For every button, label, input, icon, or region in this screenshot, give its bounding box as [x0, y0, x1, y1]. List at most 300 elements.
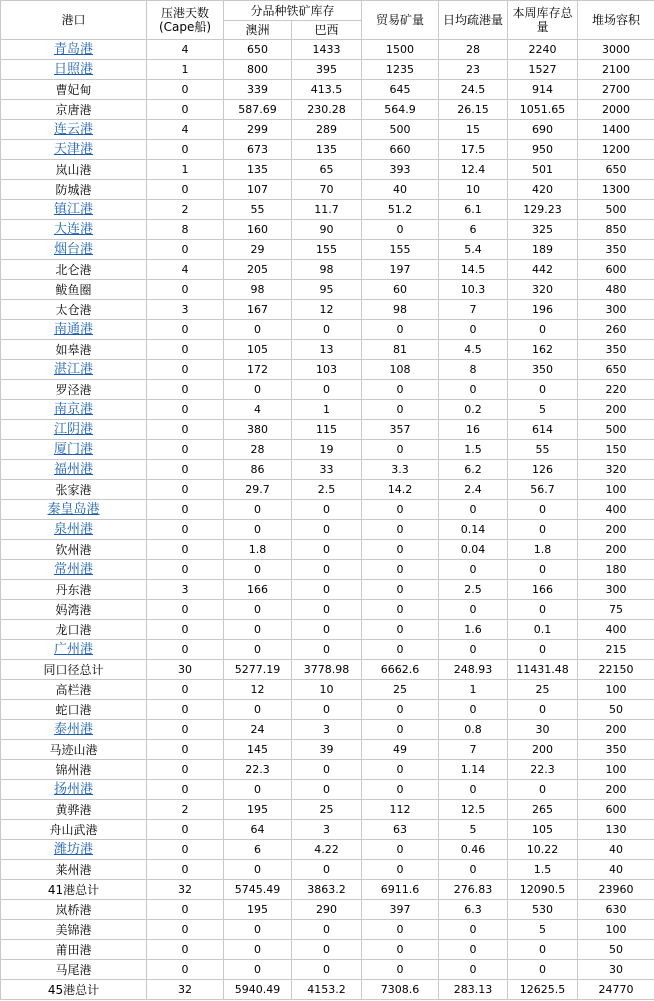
yard-capacity-cell: 500: [578, 200, 654, 220]
waiting-days-cell: 2: [147, 200, 224, 220]
weekly-inventory-cell: 12625.5: [508, 980, 578, 1000]
weekly-inventory-cell: 1.8: [508, 540, 578, 560]
port-cell: 41港总计: [1, 880, 147, 900]
header-trade-ore: 贸易矿量: [362, 1, 439, 40]
australia-cell: 4: [224, 400, 292, 420]
port-link[interactable]: 青岛港: [53, 42, 93, 57]
port-link[interactable]: 秦皇岛港: [47, 502, 100, 517]
australia-cell: 673: [224, 140, 292, 160]
waiting-days-cell: 0: [147, 420, 224, 440]
brazil-cell: 0: [292, 520, 362, 540]
port-cell[interactable]: [1, 240, 147, 260]
australia-cell: 195: [224, 800, 292, 820]
weekly-inventory-cell: 30: [508, 720, 578, 740]
port-cell[interactable]: [1, 720, 147, 740]
port-link[interactable]: 烟台港: [53, 242, 93, 257]
brazil-cell: 19: [292, 440, 362, 460]
yard-capacity-cell: 100: [578, 760, 654, 780]
yard-capacity-cell: 200: [578, 780, 654, 800]
australia-cell: 160: [224, 220, 292, 240]
trade-ore-cell: 25: [362, 680, 439, 700]
port-cell[interactable]: [1, 40, 147, 60]
brazil-cell: 1: [292, 400, 362, 420]
daily-throughput-cell: 7: [439, 300, 508, 320]
weekly-inventory-cell: 0: [508, 640, 578, 660]
brazil-cell: 98: [292, 260, 362, 280]
weekly-inventory-cell: 501: [508, 160, 578, 180]
australia-cell: 5277.19: [224, 660, 292, 680]
daily-throughput-cell: 0: [439, 640, 508, 660]
weekly-inventory-cell: 162: [508, 340, 578, 360]
daily-throughput-cell: 1.14: [439, 760, 508, 780]
port-cell: 鲅鱼圈: [1, 280, 147, 300]
australia-cell: 28: [224, 440, 292, 460]
australia-cell: 0: [224, 620, 292, 640]
yard-capacity-cell: 400: [578, 500, 654, 520]
trade-ore-cell: 0: [362, 760, 439, 780]
port-link[interactable]: 南通港: [53, 322, 93, 337]
brazil-cell: 0: [292, 560, 362, 580]
yard-capacity-cell: 215: [578, 640, 654, 660]
waiting-days-cell: 4: [147, 260, 224, 280]
table-row: [1, 740, 654, 760]
brazil-cell: 4153.2: [292, 980, 362, 1000]
brazil-cell: 10: [292, 680, 362, 700]
trade-ore-cell: 0: [362, 400, 439, 420]
waiting-days-cell: 0: [147, 820, 224, 840]
waiting-days-cell: 0: [147, 940, 224, 960]
yard-capacity-cell: 130: [578, 820, 654, 840]
header-weekly-inventory: 本周库存总量: [508, 1, 578, 40]
weekly-inventory-cell: 0.1: [508, 620, 578, 640]
yard-capacity-cell: 200: [578, 400, 654, 420]
trade-ore-cell: 0: [362, 560, 439, 580]
port-cell: 美锦港: [1, 920, 147, 940]
yard-capacity-cell: 300: [578, 300, 654, 320]
trade-ore-cell: 1235: [362, 60, 439, 80]
brazil-cell: 135: [292, 140, 362, 160]
port-link[interactable]: 湛江港: [53, 362, 93, 377]
yard-capacity-cell: 2100: [578, 60, 654, 80]
port-cell[interactable]: [1, 400, 147, 420]
weekly-inventory-cell: 2240: [508, 40, 578, 60]
port-cell[interactable]: [1, 320, 147, 340]
weekly-inventory-cell: 1.5: [508, 860, 578, 880]
trade-ore-cell: 0: [362, 840, 439, 860]
waiting-days-cell: 0: [147, 240, 224, 260]
weekly-inventory-cell: 0: [508, 500, 578, 520]
yard-capacity-cell: 650: [578, 160, 654, 180]
waiting-days-cell: 0: [147, 560, 224, 580]
port-cell[interactable]: [1, 220, 147, 240]
trade-ore-cell: 81: [362, 340, 439, 360]
brazil-cell: 289: [292, 120, 362, 140]
weekly-inventory-cell: 55: [508, 440, 578, 460]
yard-capacity-cell: 50: [578, 940, 654, 960]
port-link[interactable]: 南京港: [53, 402, 93, 417]
australia-cell: 29: [224, 240, 292, 260]
daily-throughput-cell: 10: [439, 180, 508, 200]
weekly-inventory-cell: 0: [508, 600, 578, 620]
waiting-days-cell: 3: [147, 300, 224, 320]
australia-cell: 5745.49: [224, 880, 292, 900]
table-header: [1, 1, 654, 40]
table-row: [1, 60, 654, 80]
table-row: [1, 100, 654, 120]
trade-ore-cell: 49: [362, 740, 439, 760]
australia-cell: 0: [224, 920, 292, 940]
brazil-cell: 0: [292, 940, 362, 960]
yard-capacity-cell: 400: [578, 620, 654, 640]
daily-throughput-cell: 12.4: [439, 160, 508, 180]
port-link[interactable]: 连云港: [53, 122, 93, 137]
port-link[interactable]: 日照港: [53, 62, 93, 77]
table-row: [1, 700, 654, 720]
trade-ore-cell: 0: [362, 620, 439, 640]
daily-throughput-cell: 6.3: [439, 900, 508, 920]
table-row: [1, 380, 654, 400]
waiting-days-cell: 0: [147, 780, 224, 800]
yard-capacity-cell: 40: [578, 860, 654, 880]
daily-throughput-cell: 0: [439, 560, 508, 580]
australia-cell: 587.69: [224, 100, 292, 120]
daily-throughput-cell: 28: [439, 40, 508, 60]
daily-throughput-cell: 10.3: [439, 280, 508, 300]
daily-throughput-cell: 0: [439, 600, 508, 620]
weekly-inventory-cell: 0: [508, 960, 578, 980]
daily-throughput-cell: 0: [439, 960, 508, 980]
table-body: [1, 40, 654, 1000]
table-row: [1, 400, 654, 420]
yard-capacity-cell: 150: [578, 440, 654, 460]
daily-throughput-cell: 6: [439, 220, 508, 240]
port-cell: 45港总计: [1, 980, 147, 1000]
waiting-days-cell: 0: [147, 840, 224, 860]
yard-capacity-cell: 200: [578, 520, 654, 540]
brazil-cell: 413.5: [292, 80, 362, 100]
trade-ore-cell: 51.2: [362, 200, 439, 220]
table-row: [1, 940, 654, 960]
port-link[interactable]: 潍坊港: [53, 842, 93, 857]
header-yard-capacity: 堆场容积: [578, 1, 654, 40]
port-cell: 马尾港: [1, 960, 147, 980]
yard-capacity-cell: 260: [578, 320, 654, 340]
australia-cell: 800: [224, 60, 292, 80]
port-cell[interactable]: [1, 420, 147, 440]
daily-throughput-cell: 276.83: [439, 880, 508, 900]
weekly-inventory-cell: 0: [508, 700, 578, 720]
port-link[interactable]: 扬州港: [53, 782, 93, 797]
australia-cell: 0: [224, 320, 292, 340]
waiting-days-cell: 0: [147, 480, 224, 500]
waiting-days-cell: 30: [147, 660, 224, 680]
port-cell: 龙口港: [1, 620, 147, 640]
trade-ore-cell: 357: [362, 420, 439, 440]
australia-cell: 0: [224, 780, 292, 800]
weekly-inventory-cell: 0: [508, 940, 578, 960]
daily-throughput-cell: 16: [439, 420, 508, 440]
table-row: [1, 620, 654, 640]
daily-throughput-cell: 6.1: [439, 200, 508, 220]
daily-throughput-cell: 6.2: [439, 460, 508, 480]
weekly-inventory-cell: 350: [508, 360, 578, 380]
waiting-days-cell: 32: [147, 880, 224, 900]
trade-ore-cell: 40: [362, 180, 439, 200]
weekly-inventory-cell: 166: [508, 580, 578, 600]
port-link[interactable]: 福州港: [53, 462, 93, 477]
weekly-inventory-cell: 1527: [508, 60, 578, 80]
weekly-inventory-cell: 530: [508, 900, 578, 920]
trade-ore-cell: 0: [362, 580, 439, 600]
daily-throughput-cell: 24.5: [439, 80, 508, 100]
waiting-days-cell: 0: [147, 620, 224, 640]
table-row: [1, 680, 654, 700]
waiting-days-cell: 0: [147, 640, 224, 660]
port-link[interactable]: 大连港: [53, 222, 93, 237]
brazil-cell: 65: [292, 160, 362, 180]
trade-ore-cell: 0: [362, 220, 439, 240]
table-row: [1, 660, 654, 680]
waiting-days-cell: 0: [147, 440, 224, 460]
australia-cell: 12: [224, 680, 292, 700]
australia-cell: 0: [224, 700, 292, 720]
yard-capacity-cell: 600: [578, 260, 654, 280]
port-cell: 如皋港: [1, 340, 147, 360]
yard-capacity-cell: 2000: [578, 100, 654, 120]
yard-capacity-cell: 40: [578, 840, 654, 860]
yard-capacity-cell: 350: [578, 240, 654, 260]
brazil-cell: 4.22: [292, 840, 362, 860]
port-cell[interactable]: [1, 120, 147, 140]
yard-capacity-cell: 23960: [578, 880, 654, 900]
port-cell: 同口径总计: [1, 660, 147, 680]
port-cell: 锦州港: [1, 760, 147, 780]
waiting-days-cell: 0: [147, 760, 224, 780]
weekly-inventory-cell: 105: [508, 820, 578, 840]
daily-throughput-cell: 14.5: [439, 260, 508, 280]
waiting-days-cell: 1: [147, 160, 224, 180]
port-cell[interactable]: [1, 440, 147, 460]
port-link[interactable]: 厦门港: [53, 442, 93, 457]
port-cell[interactable]: [1, 360, 147, 380]
port-cell[interactable]: [1, 780, 147, 800]
trade-ore-cell: 564.9: [362, 100, 439, 120]
daily-throughput-cell: 1.5: [439, 440, 508, 460]
port-cell: 蛇口港: [1, 700, 147, 720]
weekly-inventory-cell: 5: [508, 920, 578, 940]
table-row: [1, 340, 654, 360]
brazil-cell: 3863.2: [292, 880, 362, 900]
port-cell[interactable]: [1, 520, 147, 540]
yard-capacity-cell: 50: [578, 700, 654, 720]
yard-capacity-cell: 320: [578, 460, 654, 480]
brazil-cell: 0: [292, 780, 362, 800]
header-port: 港口: [1, 1, 147, 40]
port-cell[interactable]: [1, 500, 147, 520]
brazil-cell: 0: [292, 960, 362, 980]
port-cell: 莱州港: [1, 860, 147, 880]
weekly-inventory-cell: 914: [508, 80, 578, 100]
australia-cell: 1.8: [224, 540, 292, 560]
australia-cell: 0: [224, 860, 292, 880]
trade-ore-cell: 60: [362, 280, 439, 300]
weekly-inventory-cell: 0: [508, 380, 578, 400]
brazil-cell: 1433: [292, 40, 362, 60]
brazil-cell: 39: [292, 740, 362, 760]
trade-ore-cell: 0: [362, 520, 439, 540]
table-row: [1, 560, 654, 580]
daily-throughput-cell: 2.4: [439, 480, 508, 500]
trade-ore-cell: 112: [362, 800, 439, 820]
table-row: [1, 720, 654, 740]
trade-ore-cell: 0: [362, 720, 439, 740]
australia-cell: 98: [224, 280, 292, 300]
port-cell[interactable]: [1, 200, 147, 220]
australia-cell: 64: [224, 820, 292, 840]
brazil-cell: 155: [292, 240, 362, 260]
brazil-cell: 0: [292, 860, 362, 880]
trade-ore-cell: 0: [362, 700, 439, 720]
brazil-cell: 3: [292, 720, 362, 740]
table-row: [1, 760, 654, 780]
daily-throughput-cell: 15: [439, 120, 508, 140]
port-cell: 京唐港: [1, 100, 147, 120]
trade-ore-cell: 397: [362, 900, 439, 920]
table-row: [1, 920, 654, 940]
port-cell[interactable]: [1, 140, 147, 160]
port-cell: 太仓港: [1, 300, 147, 320]
table-row: [1, 520, 654, 540]
brazil-cell: 115: [292, 420, 362, 440]
port-cell[interactable]: [1, 560, 147, 580]
table-row: [1, 200, 654, 220]
table-row: [1, 80, 654, 100]
header-inventory-group: 分品种铁矿库存: [224, 1, 362, 21]
brazil-cell: 290: [292, 900, 362, 920]
daily-throughput-cell: 1: [439, 680, 508, 700]
port-cell[interactable]: [1, 840, 147, 860]
yard-capacity-cell: 350: [578, 340, 654, 360]
header-waiting-days: 压港天数(Cape船): [147, 1, 224, 40]
trade-ore-cell: 0: [362, 960, 439, 980]
table-row: [1, 220, 654, 240]
waiting-days-cell: 32: [147, 980, 224, 1000]
table-row: [1, 480, 654, 500]
weekly-inventory-cell: 265: [508, 800, 578, 820]
table-row: [1, 580, 654, 600]
table-row: [1, 40, 654, 60]
brazil-cell: 90: [292, 220, 362, 240]
waiting-days-cell: 0: [147, 140, 224, 160]
australia-cell: 145: [224, 740, 292, 760]
weekly-inventory-cell: 1051.65: [508, 100, 578, 120]
brazil-cell: 0: [292, 600, 362, 620]
daily-throughput-cell: 17.5: [439, 140, 508, 160]
header-australia: 澳洲: [224, 21, 292, 40]
daily-throughput-cell: 0: [439, 700, 508, 720]
daily-throughput-cell: 5: [439, 820, 508, 840]
table-row: [1, 820, 654, 840]
weekly-inventory-cell: 22.3: [508, 760, 578, 780]
port-link[interactable]: 泰州港: [53, 722, 93, 737]
weekly-inventory-cell: 189: [508, 240, 578, 260]
yard-capacity-cell: 480: [578, 280, 654, 300]
yard-capacity-cell: 650: [578, 360, 654, 380]
weekly-inventory-cell: 5: [508, 400, 578, 420]
brazil-cell: 103: [292, 360, 362, 380]
australia-cell: 107: [224, 180, 292, 200]
australia-cell: 22.3: [224, 760, 292, 780]
daily-throughput-cell: 12.5: [439, 800, 508, 820]
trade-ore-cell: 108: [362, 360, 439, 380]
port-cell: 张家港: [1, 480, 147, 500]
daily-throughput-cell: 4.5: [439, 340, 508, 360]
table-row: [1, 160, 654, 180]
port-cell: 妈湾港: [1, 600, 147, 620]
brazil-cell: 25: [292, 800, 362, 820]
table-row: [1, 500, 654, 520]
daily-throughput-cell: 0: [439, 380, 508, 400]
brazil-cell: 11.7: [292, 200, 362, 220]
australia-cell: 167: [224, 300, 292, 320]
trade-ore-cell: 7308.6: [362, 980, 439, 1000]
weekly-inventory-cell: 56.7: [508, 480, 578, 500]
brazil-cell: 0: [292, 500, 362, 520]
waiting-days-cell: 0: [147, 380, 224, 400]
brazil-cell: 0: [292, 580, 362, 600]
daily-throughput-cell: 2.5: [439, 580, 508, 600]
port-link[interactable]: 广州港: [53, 642, 93, 657]
table-row: [1, 860, 654, 880]
waiting-days-cell: 0: [147, 860, 224, 880]
trade-ore-cell: 155: [362, 240, 439, 260]
trade-ore-cell: 0: [362, 500, 439, 520]
trade-ore-cell: 6911.6: [362, 880, 439, 900]
australia-cell: 29.7: [224, 480, 292, 500]
australia-cell: 135: [224, 160, 292, 180]
weekly-inventory-cell: 200: [508, 740, 578, 760]
daily-throughput-cell: 0.2: [439, 400, 508, 420]
waiting-days-cell: 1: [147, 60, 224, 80]
weekly-inventory-cell: 442: [508, 260, 578, 280]
port-link[interactable]: 镇江港: [53, 202, 93, 217]
yard-capacity-cell: 500: [578, 420, 654, 440]
yard-capacity-cell: 180: [578, 560, 654, 580]
waiting-days-cell: 0: [147, 600, 224, 620]
daily-throughput-cell: 248.93: [439, 660, 508, 680]
waiting-days-cell: 0: [147, 500, 224, 520]
port-cell[interactable]: [1, 640, 147, 660]
daily-throughput-cell: 0: [439, 940, 508, 960]
australia-cell: 172: [224, 360, 292, 380]
port-link[interactable]: 天津港: [53, 142, 93, 157]
port-link[interactable]: 江阴港: [53, 422, 93, 437]
brazil-cell: 3778.98: [292, 660, 362, 680]
trade-ore-cell: 0: [362, 540, 439, 560]
brazil-cell: 395: [292, 60, 362, 80]
port-link[interactable]: 泉州港: [53, 522, 93, 537]
waiting-days-cell: 0: [147, 920, 224, 940]
waiting-days-cell: 2: [147, 800, 224, 820]
port-link[interactable]: 常州港: [53, 562, 93, 577]
australia-cell: 299: [224, 120, 292, 140]
trade-ore-cell: 63: [362, 820, 439, 840]
port-cell[interactable]: [1, 460, 147, 480]
table-row: [1, 440, 654, 460]
port-cell[interactable]: [1, 60, 147, 80]
brazil-cell: 0: [292, 640, 362, 660]
brazil-cell: 0: [292, 380, 362, 400]
